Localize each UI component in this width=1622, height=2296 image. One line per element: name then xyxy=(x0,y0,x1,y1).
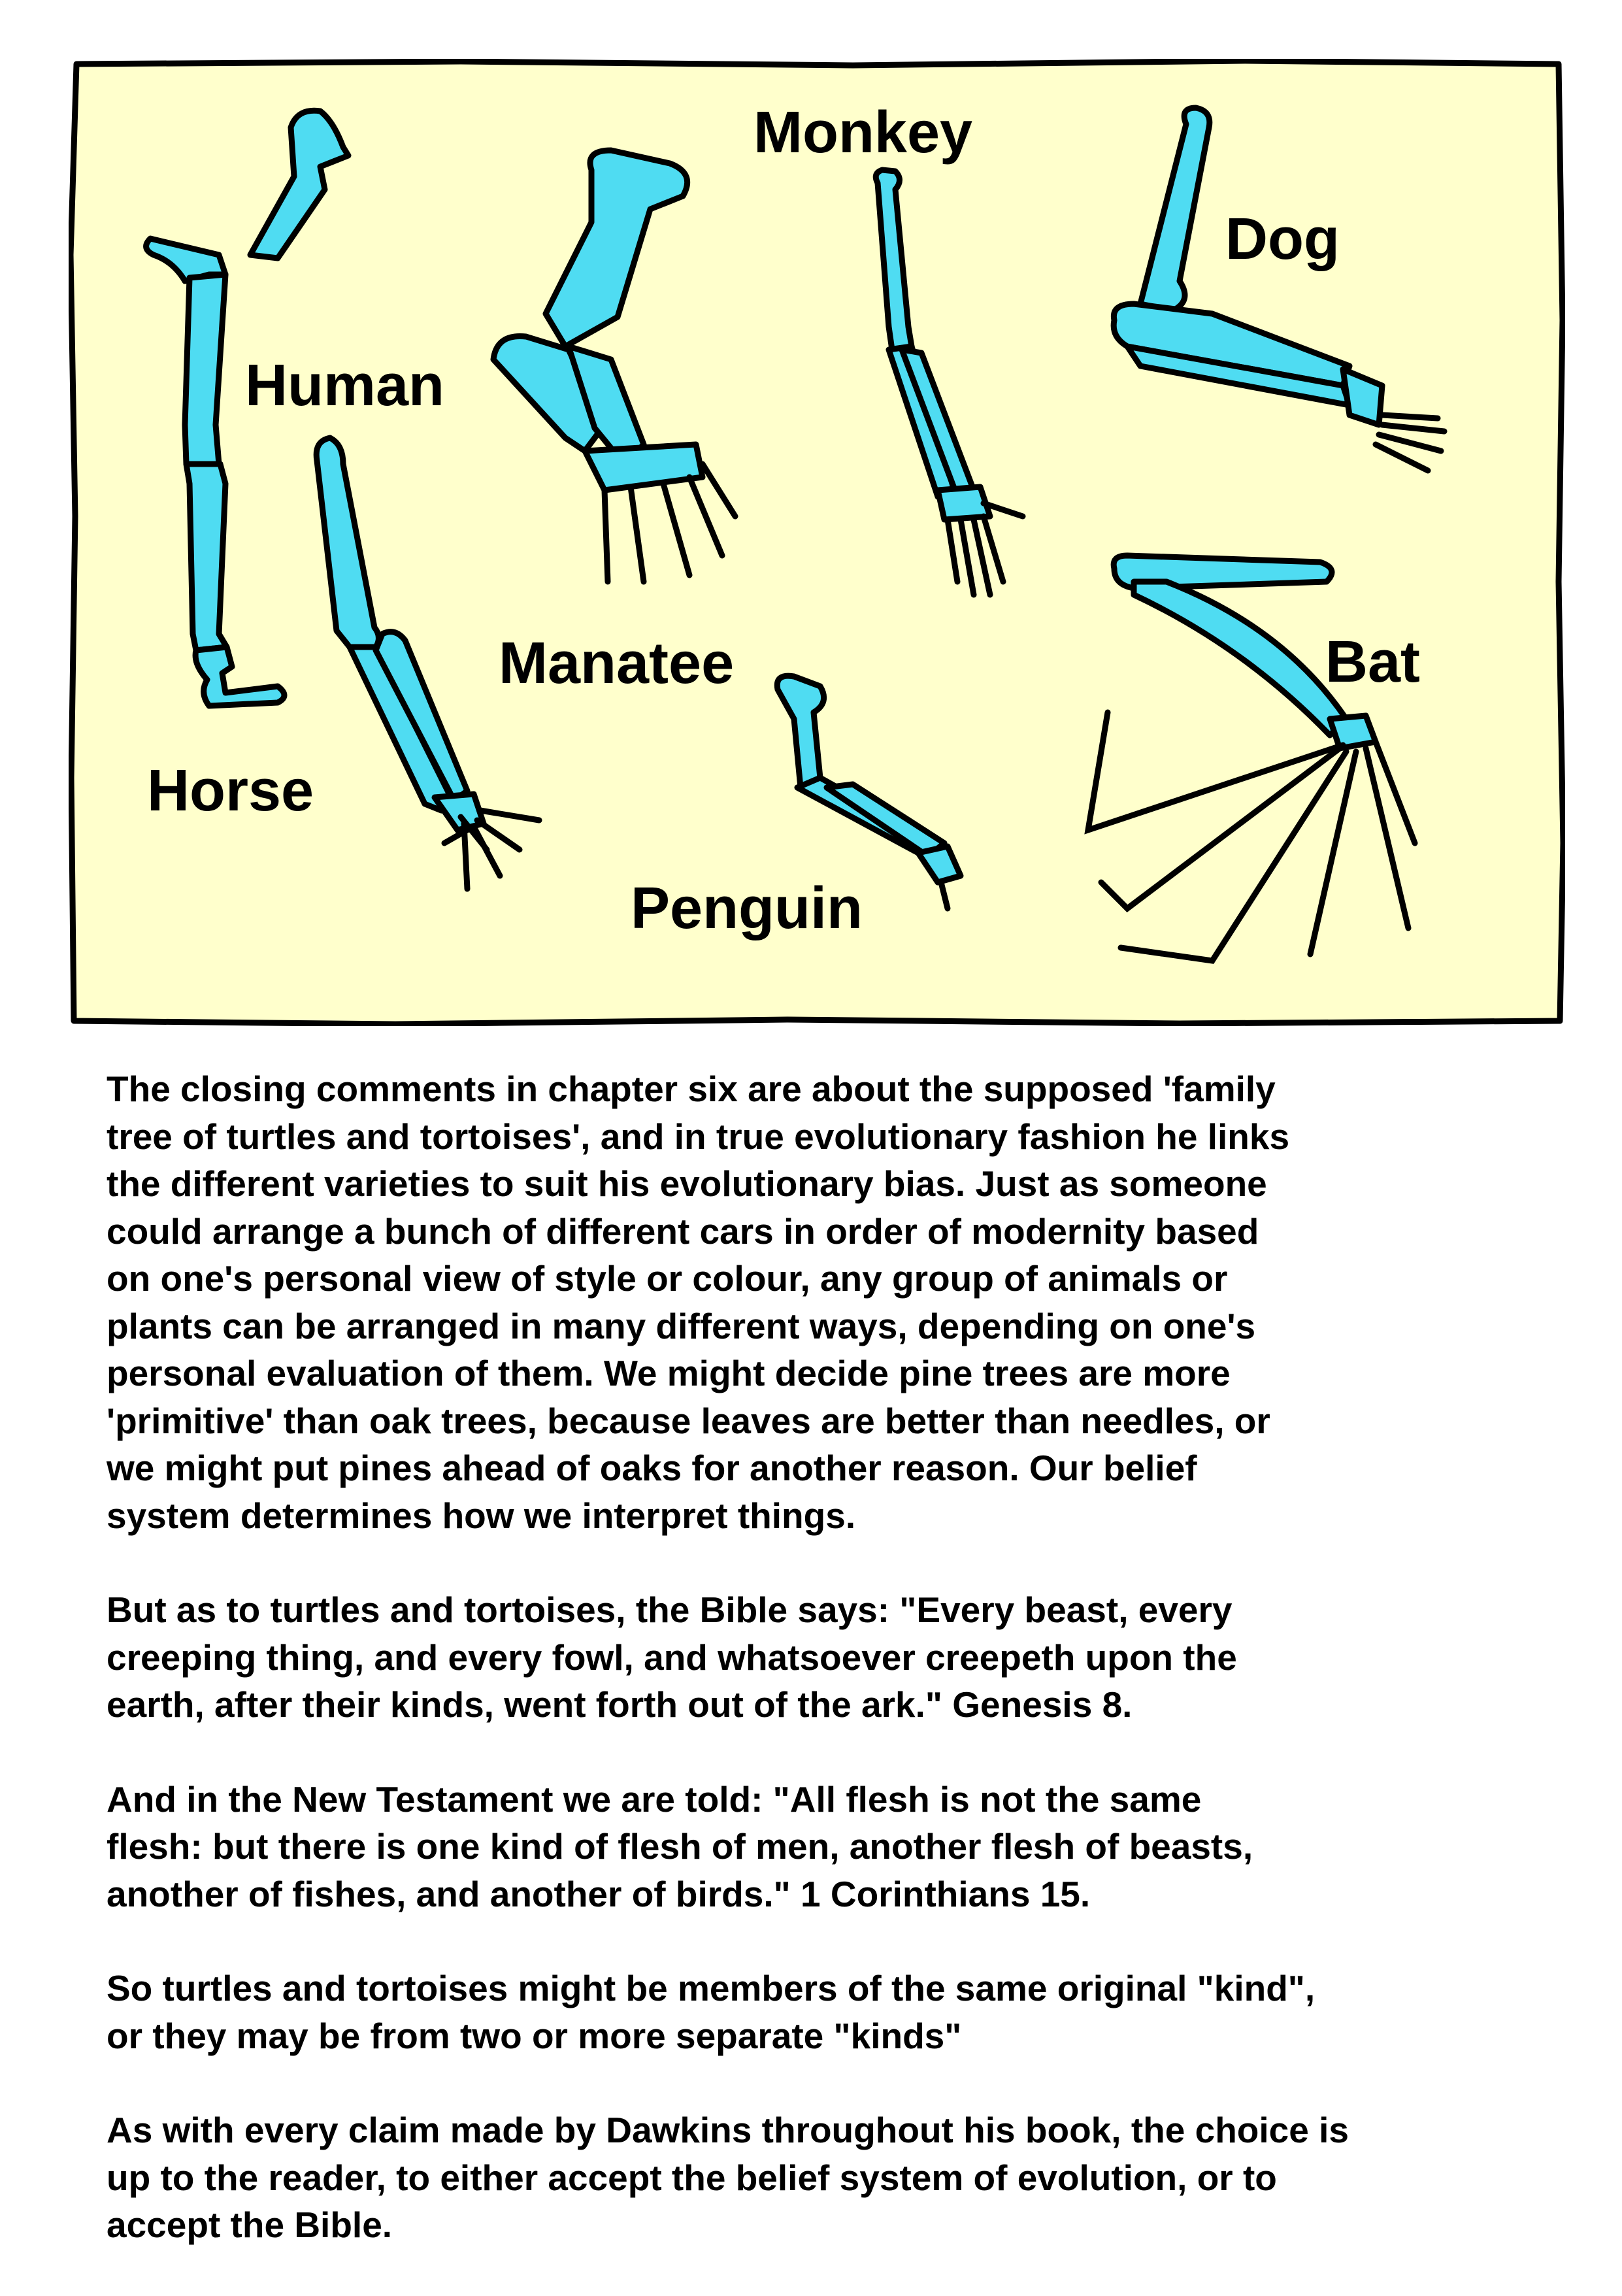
article-paragraph: And in the New Testament we are told: "All flesh is not the same flesh: but there is one kind of flesh of men, another flesh of beasts, another of fishes, and another of birds." 1 Corinthians 15. xyxy=(107,1778,1253,1914)
label-human: Human xyxy=(245,353,445,418)
label-penguin: Penguin xyxy=(631,876,863,941)
label-monkey: Monkey xyxy=(753,100,973,165)
article-paragraph: The closing comments in chapter six are about the supposed 'family tree of turtles and tortoises', and in true evolutionary fashion he links the different varieties to suit his evolutionary bias. Just as someone could arrange a bunch of different cars in order of modernity based on one's personal view of style or colour, any group of animals or plants can be arranged in many different ways, depending on one's personal evaluation of them. We might decide pine trees are more 'primitive' than oak trees, because leaves are better than needles, or we might put pines ahead of oaks for another reason. Our belief system determines how we interpret things. xyxy=(107,1069,1290,1536)
article-paragraph: As with every claim made by Dawkins throughout his book, the choice is up to the reader, to either accept the belief system of evolution, or to accept the Bible. xyxy=(107,2110,1349,2245)
label-dog: Dog xyxy=(1225,207,1340,272)
article-paragraph: But as to turtles and tortoises, the Bible says: "Every beast, every creeping thing, and every fowl, and whatsoever creepeth upon the earth, after their kinds, went forth out of the ark." Genesis 8. xyxy=(107,1589,1237,1725)
label-horse: Horse xyxy=(147,758,314,824)
label-manatee: Manatee xyxy=(499,631,735,696)
article-body xyxy=(107,1065,1570,2296)
limb-comparison-illustration xyxy=(69,59,1565,1026)
label-bat: Bat xyxy=(1325,629,1421,695)
article-paragraph: So turtles and tortoises might be members of the same original "kind", or they may be from two or more separate "kinds" xyxy=(107,1968,1316,2056)
